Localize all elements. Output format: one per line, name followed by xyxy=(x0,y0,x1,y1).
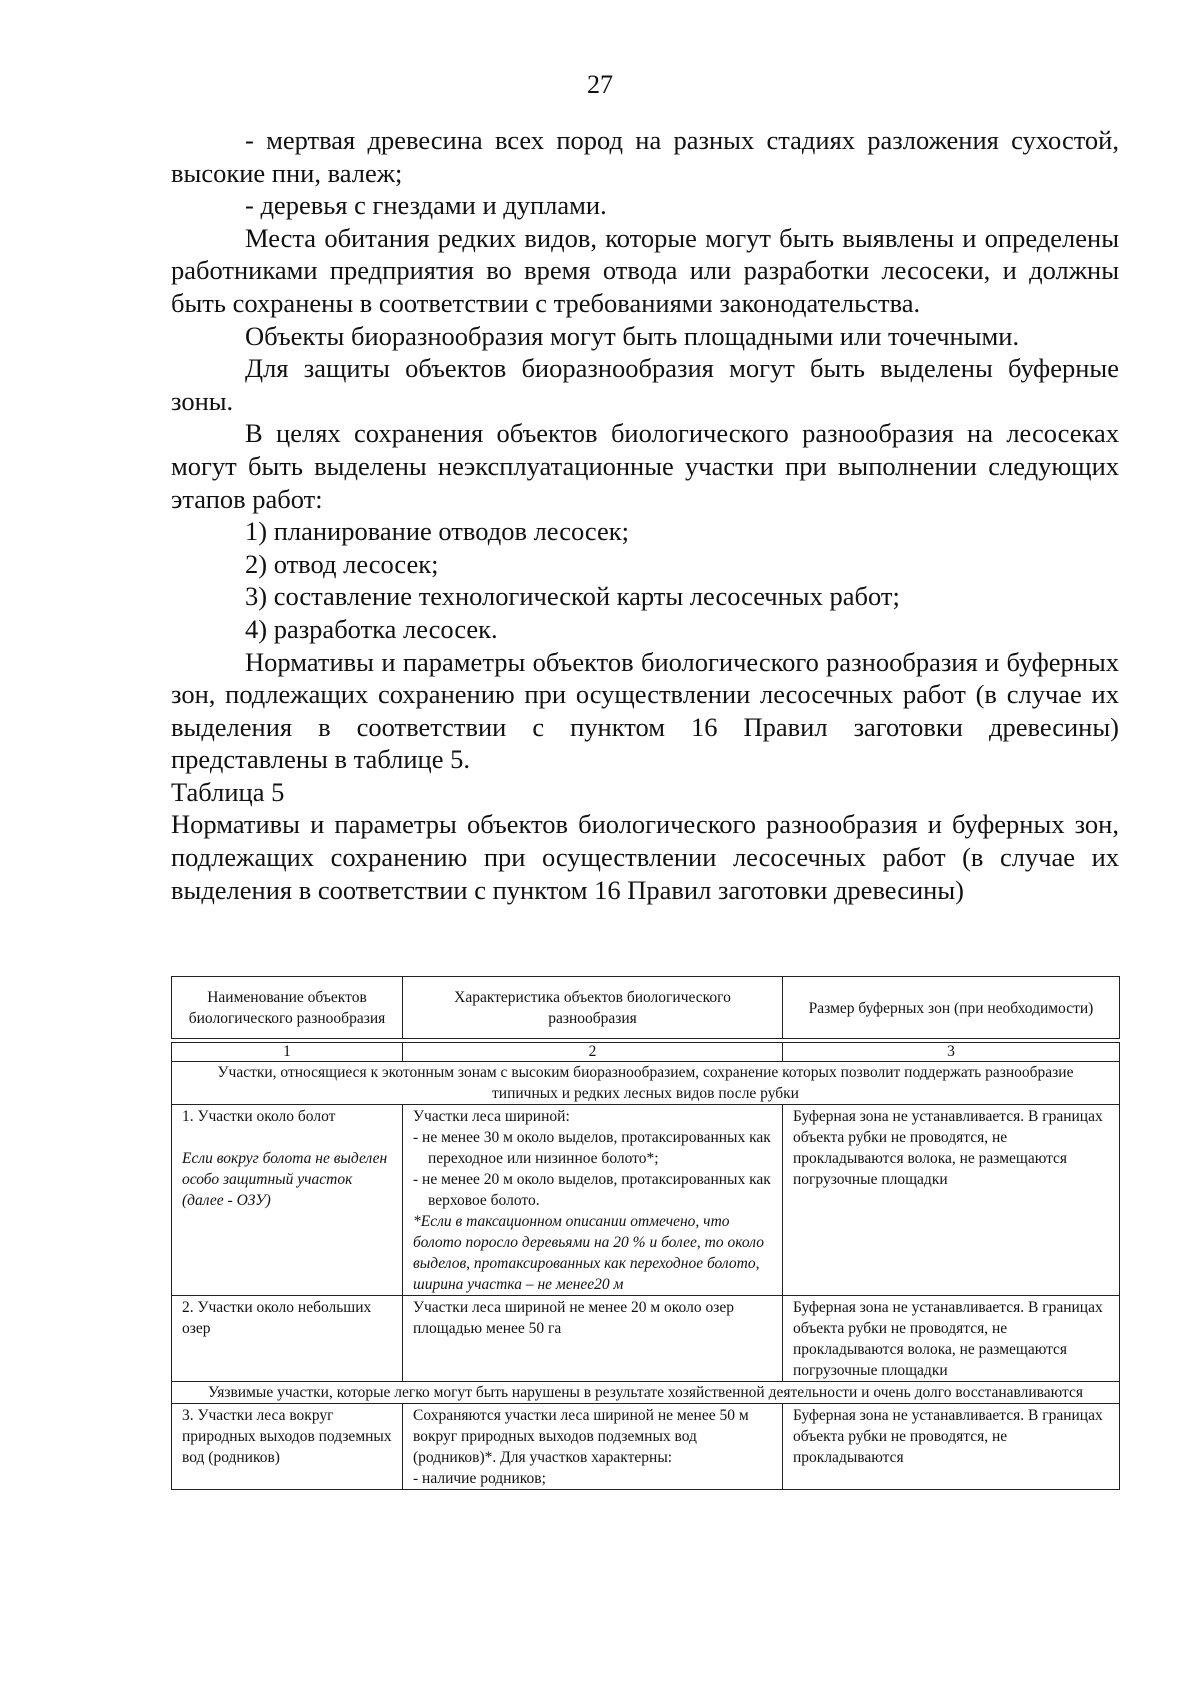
object-name: 3. Участки леса вокруг природных выходов подземных вод (родников) xyxy=(172,1404,403,1490)
list-item: 4) разработка лесосек. xyxy=(245,613,498,644)
list-item: - не менее 30 м около выделов, протаксированных как переходное или низинное болото*; xyxy=(413,1127,772,1169)
paragraph: - мертвая древесина всех пород на разных стадиях разложения сухостой, высокие пни, валеж; xyxy=(171,125,1119,188)
list-item: 2) отвод лесосек; xyxy=(245,548,439,579)
page-number: 27 xyxy=(587,70,613,99)
characteristic-cell xyxy=(403,1404,783,1490)
paragraph: - деревья с гнездами и дуплами. xyxy=(245,190,607,221)
body-text xyxy=(171,124,1119,906)
table-header-cell: Размер буферных зон (при необходимости) xyxy=(783,977,1120,1039)
column-numbers-row xyxy=(172,1043,1120,1062)
table-row xyxy=(172,1105,1120,1296)
object-name-cell xyxy=(172,1105,403,1296)
buffer-cell: Буферная зона не устанавливается. В границах объекта рубки не проводятся, не прокладываются xyxy=(783,1404,1120,1490)
characteristic-text: Сохраняются участки леса шириной не менее 50 м вокруг природных выходов подземных вод (родников)*. Для участков характерны: xyxy=(413,1407,749,1466)
section-heading: Уязвимые участки, которые легко могут быть нарушены в результате хозяйственной деятельности и очень долго восстанавливаются xyxy=(172,1382,1120,1404)
buffer-cell: Буферная зона не устанавливается. В границах объекта рубки не проводятся, не прокладываются волока, не размещаются погрузочные площадки xyxy=(783,1105,1120,1296)
column-number: 3 xyxy=(783,1043,1120,1062)
characteristic-list xyxy=(413,1127,772,1211)
paragraph: Места обитания редких видов, которые могут быть выявлены и определены работниками предприятия во время отвода или разработки лесосеки, и должны быть сохранены в соответствии с требованиями законодательства. xyxy=(171,222,1119,318)
characteristic-intro: Участки леса шириной: xyxy=(413,1108,570,1125)
object-name: 1. Участки около болот xyxy=(182,1108,336,1125)
characteristic-list xyxy=(413,1468,772,1489)
list-item: - наличие родников; xyxy=(413,1468,772,1489)
list-item: 3) составление технологической карты лесосечных работ; xyxy=(245,581,900,612)
list-item: 1) планирование отводов лесосек; xyxy=(245,516,629,547)
paragraph: Объекты биоразнообразия могут быть площадными или точечными. xyxy=(245,320,1020,351)
table-header-cell: Наименование объектов биологического разнообразия xyxy=(172,977,403,1039)
table-label: Таблица 5 xyxy=(171,776,285,807)
paragraph: Нормативы и параметры объектов биологического разнообразия и буферных зон, подлежащих сохранению при осуществлении лесосечных работ (в случае их выделения в соответствии с пунктом 16 Правил заготовки древесины) представлены в таблице 5. xyxy=(171,646,1119,775)
object-name: 2. Участки около небольших озер xyxy=(172,1296,403,1382)
buffer-cell: Буферная зона не устанавливается. В границах объекта рубки не проводятся, не прокладываются волока, не размещаются погрузочные площадки xyxy=(783,1296,1120,1382)
column-number: 1 xyxy=(172,1043,403,1062)
section-row xyxy=(172,1062,1120,1105)
paragraph: В целях сохранения объектов биологического разнообразия на лесосеках могут быть выделены неэксплуатационные участки при выполнении следующих этапов работ: xyxy=(171,418,1119,514)
paragraph: Для защиты объектов биоразнообразия могут быть выделены буферные зоны. xyxy=(171,353,1119,416)
table-header-cell: Характеристика объектов биологического разнообразия xyxy=(403,977,783,1039)
section-row xyxy=(172,1382,1120,1404)
object-note: Если вокруг болота не выделен особо защитный участок (далее - ОЗУ) xyxy=(182,1150,388,1209)
table-row xyxy=(172,1296,1120,1382)
biodiversity-table xyxy=(171,976,1120,1490)
section-heading: Участки, относящиеся к экотонным зонам с высоким биоразнообразием, сохранение которых позволит поддержать разнообразие типичных и редких лесных видов после рубки xyxy=(172,1062,1120,1105)
characteristic-cell: Участки леса шириной не менее 20 м около озер площадью менее 50 га xyxy=(403,1296,783,1382)
table-title: Нормативы и параметры объектов биологического разнообразия и буферных зон, подлежащих сохранению при осуществлении лесосечных работ (в случае их выделения в соответствии с пунктом 16 Правил заготовки древесины) xyxy=(171,809,1119,905)
list-item: - не менее 20 м около выделов, протаксированных как верховое болото. xyxy=(413,1169,772,1211)
table-row xyxy=(172,1404,1120,1490)
table-header-row xyxy=(172,977,1120,1039)
characteristic-note: *Если в таксационном описании отмечено, что болото поросло деревьями на 20 % и более, то около выделов, протаксированных как переходное болото, ширина участка – не менее20 м xyxy=(413,1213,764,1293)
column-number: 2 xyxy=(403,1043,783,1062)
characteristic-cell xyxy=(403,1105,783,1296)
